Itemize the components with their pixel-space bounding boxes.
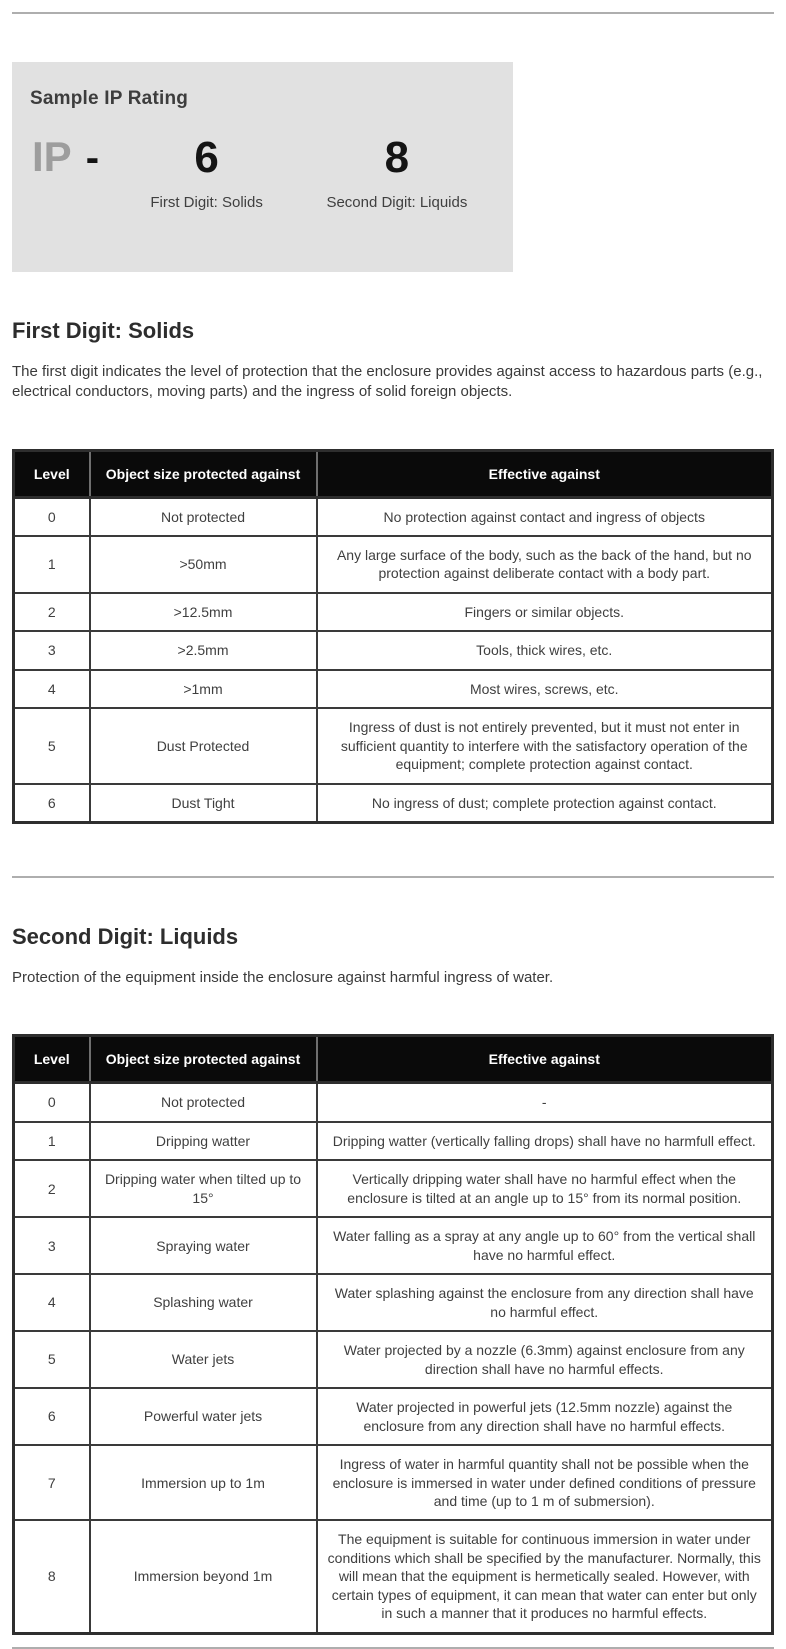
column-header: Level bbox=[14, 450, 90, 497]
object-size-cell: >12.5mm bbox=[90, 593, 317, 631]
effective-against-cell: Vertically dripping water shall have no harmful effect when the enclosure is tilted at an angle up to 15° from its normal position. bbox=[317, 1160, 773, 1217]
top-divider bbox=[12, 12, 774, 14]
effective-against-cell: No protection against contact and ingress of objects bbox=[317, 497, 773, 536]
effective-against-cell: Ingress of dust is not entirely prevented, but it must not enter in sufficient quantity to interfere with the satisfactory operation of the equipment; complete protection against contact. bbox=[317, 708, 773, 783]
second-digit-label: Second Digit: Liquids bbox=[326, 194, 468, 211]
effective-against-cell: Water splashing against the enclosure from any direction shall have no harmful effect. bbox=[317, 1274, 773, 1331]
table-row bbox=[14, 1520, 773, 1633]
section-divider bbox=[12, 876, 774, 878]
level-cell: 1 bbox=[14, 536, 90, 593]
object-size-cell: Dripping water when tilted up to 15° bbox=[90, 1160, 317, 1217]
table-row bbox=[14, 1217, 773, 1274]
table-row bbox=[14, 1083, 773, 1122]
sample-ip-rating-card bbox=[12, 62, 513, 272]
effective-against-cell: The equipment is suitable for continuous immersion in water under conditions which shall be specified by the manufacturer. Normally, this will mean that the equipment is hermetically sealed. However, with certain types of equipment, it can mean that water can enter but only in such a manner that it produces no harmful effects. bbox=[317, 1520, 773, 1633]
effective-against-cell: Dripping watter (vertically falling drops) shall have no harmfull effect. bbox=[317, 1122, 773, 1160]
table-row bbox=[14, 784, 773, 823]
object-size-cell: Immersion beyond 1m bbox=[90, 1520, 317, 1633]
level-cell: 6 bbox=[14, 1388, 90, 1445]
object-size-cell: Dust Protected bbox=[90, 708, 317, 783]
sample-ip-code bbox=[30, 133, 495, 211]
table-row bbox=[14, 1331, 773, 1388]
second-digit-column bbox=[299, 133, 495, 211]
table-row bbox=[14, 1122, 773, 1160]
column-header: Level bbox=[14, 1036, 90, 1083]
level-cell: 6 bbox=[14, 784, 90, 823]
table-row bbox=[14, 1388, 773, 1445]
table-row bbox=[14, 536, 773, 593]
level-cell: 0 bbox=[14, 1083, 90, 1122]
object-size-cell: Dust Tight bbox=[90, 784, 317, 823]
solids-section-heading: First Digit: Solids bbox=[12, 318, 195, 343]
level-cell: 4 bbox=[14, 670, 90, 708]
solids-table bbox=[12, 449, 774, 825]
liquids-section-description: Protection of the equipment inside the enclosure against harmful ingress of water. bbox=[12, 969, 554, 987]
column-header: Object size protected against bbox=[90, 450, 317, 497]
ip-prefix: IP bbox=[32, 133, 72, 180]
object-size-cell: Spraying water bbox=[90, 1217, 317, 1274]
effective-against-cell: Water falling as a spray at any angle up to 60° from the vertical shall have no harmful effect. bbox=[317, 1217, 773, 1274]
object-size-cell: Powerful water jets bbox=[90, 1388, 317, 1445]
effective-against-cell: Fingers or similar objects. bbox=[317, 593, 773, 631]
object-size-cell: Splashing water bbox=[90, 1274, 317, 1331]
level-cell: 5 bbox=[14, 1331, 90, 1388]
object-size-cell: Water jets bbox=[90, 1331, 317, 1388]
effective-against-cell: Water projected by a nozzle (6.3mm) against enclosure from any direction shall have no harmful effects. bbox=[317, 1331, 773, 1388]
level-cell: 2 bbox=[14, 1160, 90, 1217]
second-digit-value: 8 bbox=[384, 133, 410, 182]
table-row bbox=[14, 1274, 773, 1331]
level-cell: 1 bbox=[14, 1122, 90, 1160]
first-digit-label: First Digit: Solids bbox=[150, 194, 263, 211]
level-cell: 4 bbox=[14, 1274, 90, 1331]
table-row bbox=[14, 1160, 773, 1217]
table-row bbox=[14, 593, 773, 631]
ip-dash: - bbox=[85, 136, 100, 180]
effective-against-cell: Water projected in powerful jets (12.5mm nozzle) against the enclosure from any direction shall have no harmful effects. bbox=[317, 1388, 773, 1445]
table-row bbox=[14, 497, 773, 536]
object-size-cell: Immersion up to 1m bbox=[90, 1445, 317, 1520]
object-size-cell: >1mm bbox=[90, 670, 317, 708]
ip-prefix-group bbox=[30, 133, 114, 180]
level-cell: 8 bbox=[14, 1520, 90, 1633]
effective-against-cell: - bbox=[317, 1083, 773, 1122]
effective-against-cell: Tools, thick wires, etc. bbox=[317, 631, 773, 669]
object-size-cell: >50mm bbox=[90, 536, 317, 593]
column-header: Effective against bbox=[317, 450, 773, 497]
first-digit-column bbox=[114, 133, 298, 211]
level-cell: 3 bbox=[14, 631, 90, 669]
document-page bbox=[0, 12, 786, 1649]
table-header-row bbox=[14, 1036, 773, 1083]
table-row bbox=[14, 670, 773, 708]
level-cell: 2 bbox=[14, 593, 90, 631]
object-size-cell: Not protected bbox=[90, 1083, 317, 1122]
table-row bbox=[14, 631, 773, 669]
level-cell: 5 bbox=[14, 708, 90, 783]
effective-against-cell: Most wires, screws, etc. bbox=[317, 670, 773, 708]
effective-against-cell: No ingress of dust; complete protection against contact. bbox=[317, 784, 773, 823]
table-row bbox=[14, 1445, 773, 1520]
effective-against-cell: Any large surface of the body, such as the back of the hand, but no protection against deliberate contact with a body part. bbox=[317, 536, 773, 593]
table-header-row bbox=[14, 450, 773, 497]
level-cell: 0 bbox=[14, 497, 90, 536]
effective-against-cell: Ingress of water in harmful quantity shall not be possible when the enclosure is immersed in water under defined conditions of pressure and time (up to 1 m of submersion). bbox=[317, 1445, 773, 1520]
object-size-cell: Dripping watter bbox=[90, 1122, 317, 1160]
table-row bbox=[14, 708, 773, 783]
solids-section-description: The first digit indicates the level of protection that the enclosure provides against access to hazardous parts (e.g., electrical conductors, moving parts) and the ingress of solid foreign objects. bbox=[12, 363, 763, 401]
object-size-cell: >2.5mm bbox=[90, 631, 317, 669]
sample-card-title: Sample IP Rating bbox=[30, 88, 189, 109]
level-cell: 3 bbox=[14, 1217, 90, 1274]
column-header: Object size protected against bbox=[90, 1036, 317, 1083]
liquids-table bbox=[12, 1034, 774, 1634]
first-digit-value: 6 bbox=[194, 133, 219, 182]
level-cell: 7 bbox=[14, 1445, 90, 1520]
object-size-cell: Not protected bbox=[90, 497, 317, 536]
liquids-section-heading: Second Digit: Liquids bbox=[12, 924, 239, 950]
column-header: Effective against bbox=[317, 1036, 773, 1083]
